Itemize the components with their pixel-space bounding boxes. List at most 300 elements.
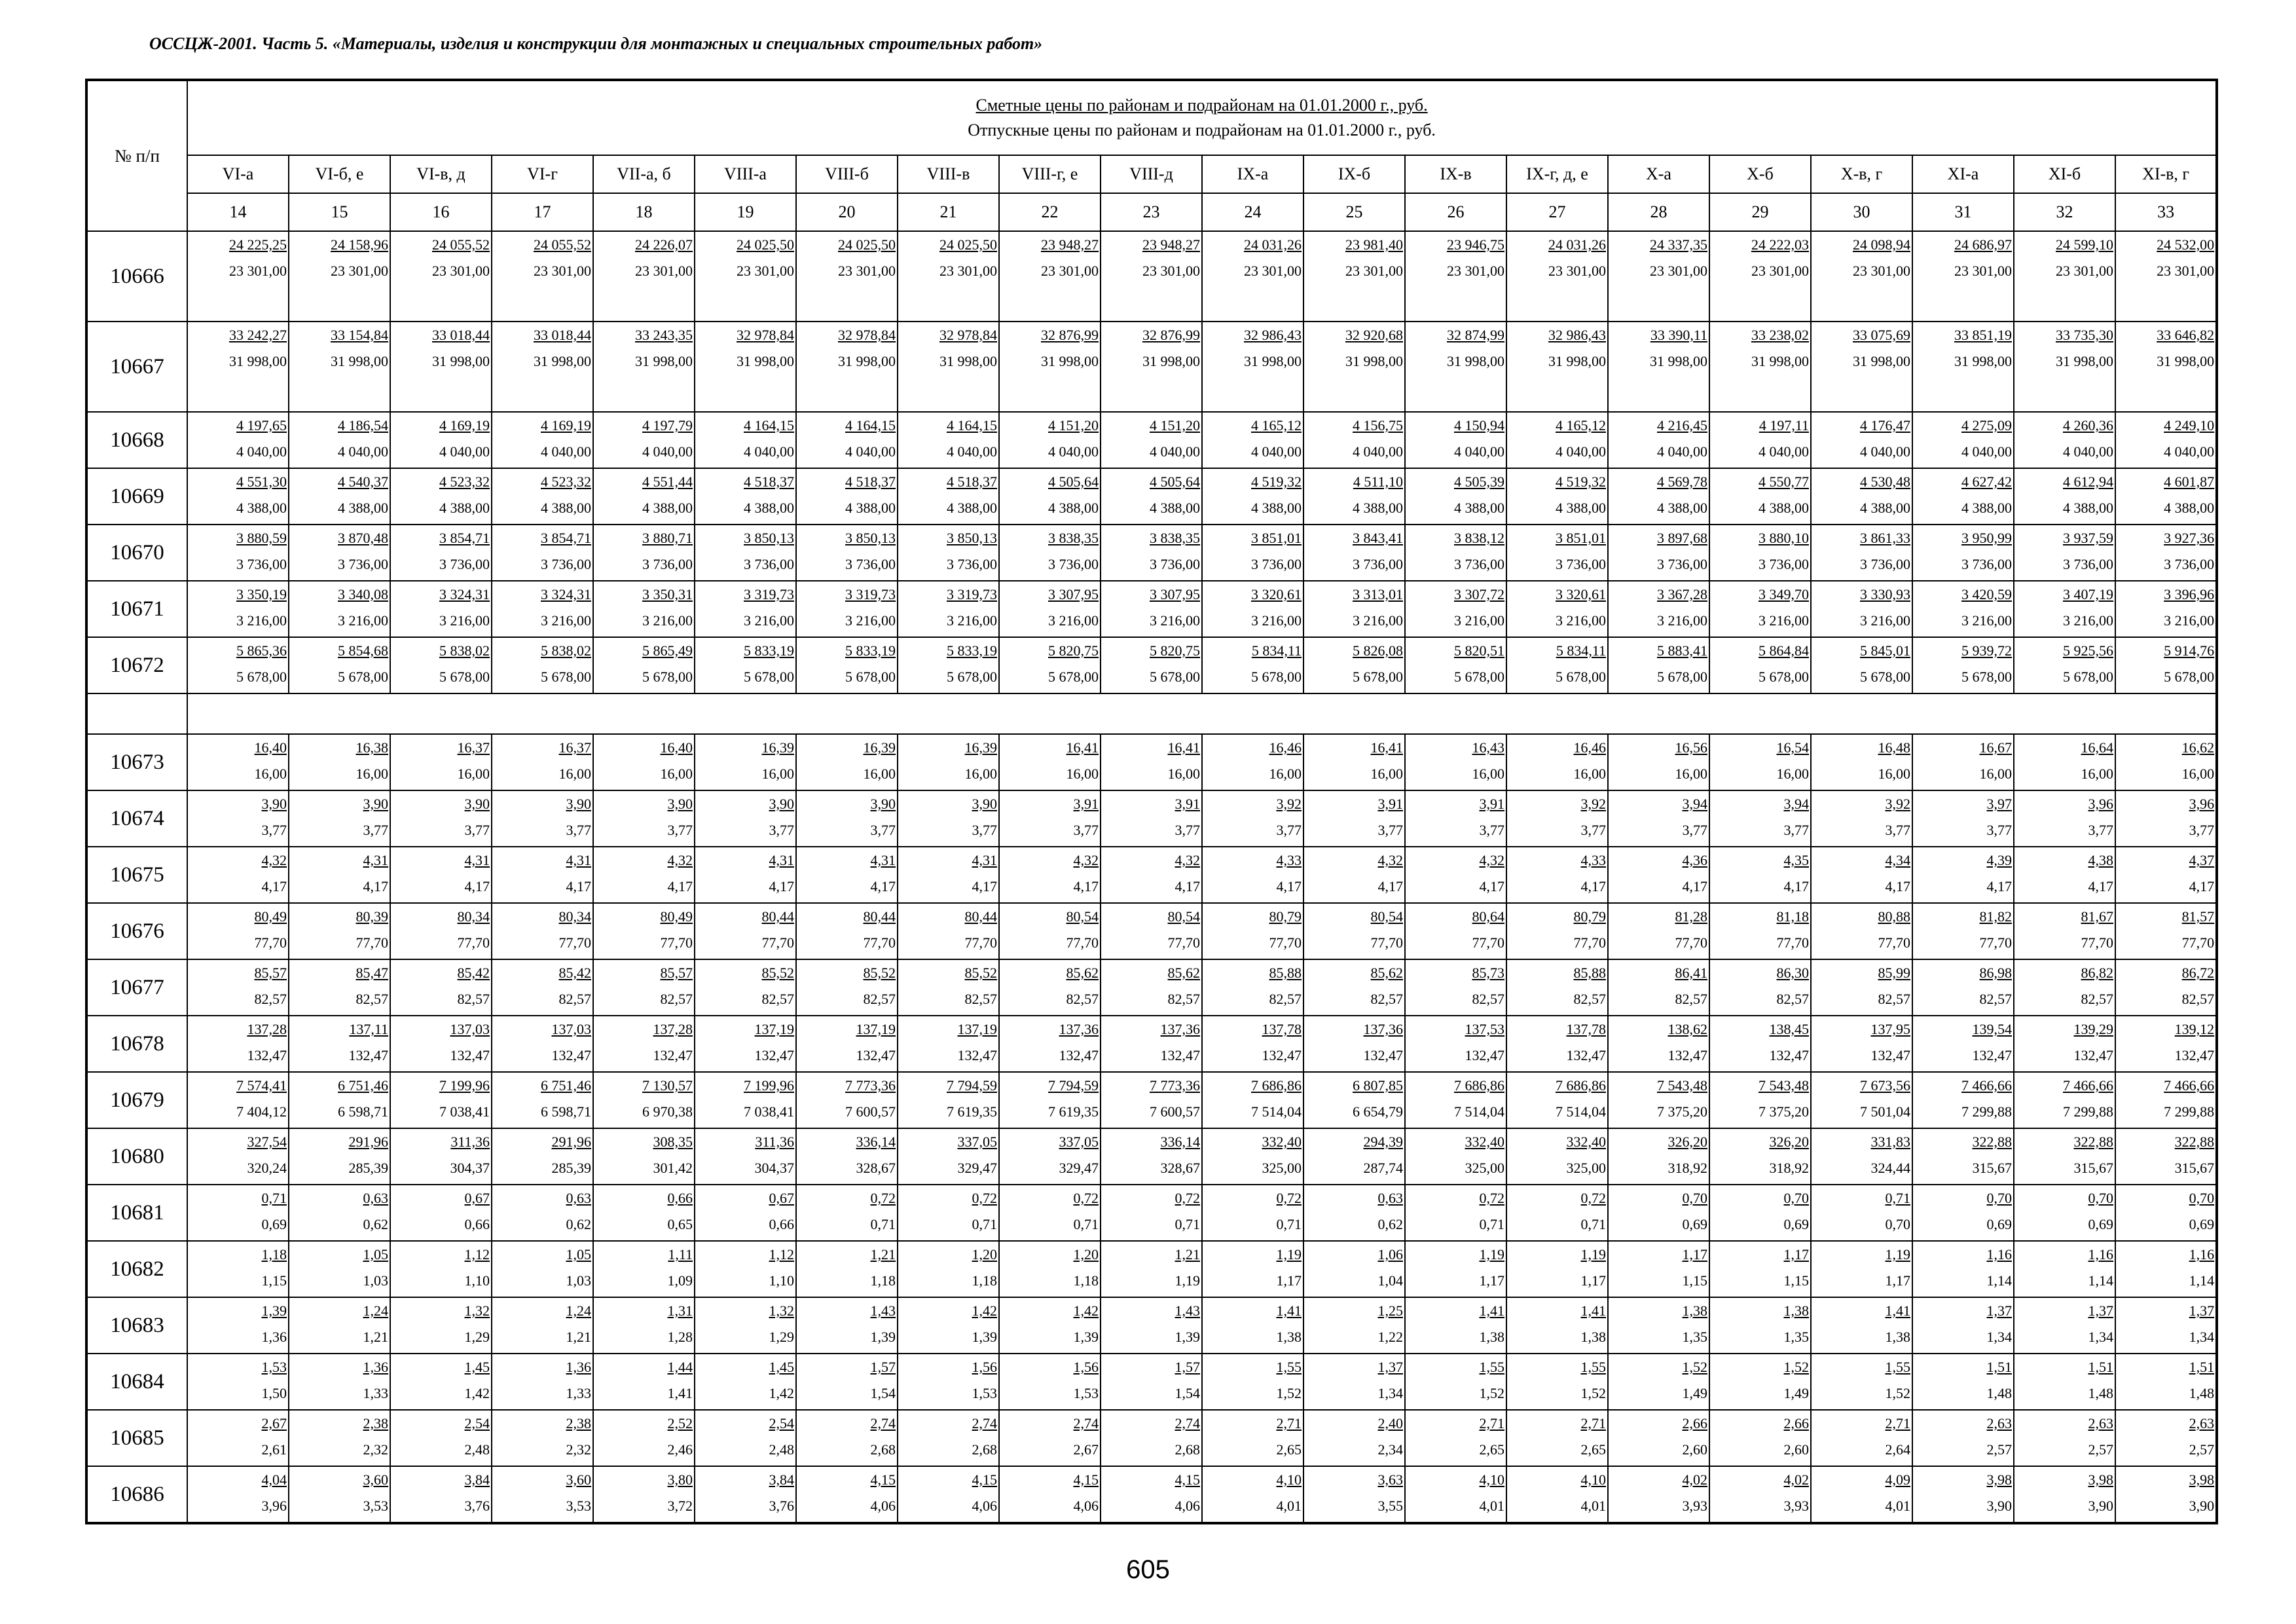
release-price: 23 301,00 xyxy=(737,263,794,279)
estimate-price: 4 505,39 xyxy=(1454,473,1504,490)
release-price: 4,17 xyxy=(870,878,896,895)
price-cell xyxy=(2014,1241,2115,1297)
estimate-price: 5 838,02 xyxy=(541,642,591,659)
release-price: 1,41 xyxy=(667,1385,693,1401)
price-cell xyxy=(187,581,289,637)
release-price: 23 301,00 xyxy=(229,263,287,279)
price-cell xyxy=(695,1016,796,1072)
release-price: 4 388,00 xyxy=(541,500,591,516)
release-price: 2,65 xyxy=(1580,1441,1606,1458)
release-price: 132,47 xyxy=(247,1047,287,1063)
release-price: 3,77 xyxy=(1885,822,1910,838)
price-cell xyxy=(1202,734,1303,790)
price-cell xyxy=(1608,1354,1709,1410)
table-row xyxy=(86,1410,2217,1466)
release-price: 16,00 xyxy=(660,766,693,782)
price-cell xyxy=(1709,581,1811,637)
price-cell xyxy=(492,1185,593,1241)
price-cell xyxy=(695,525,796,581)
price-cell xyxy=(1202,1466,1303,1523)
estimate-price: 7 686,86 xyxy=(1454,1077,1504,1094)
price-cell xyxy=(695,322,796,412)
estimate-price: 85,62 xyxy=(1167,965,1200,981)
estimate-price: 1,45 xyxy=(464,1359,490,1375)
item-code-cell: 10681 xyxy=(86,1185,187,1241)
estimate-price: 80,64 xyxy=(1472,908,1504,925)
release-price: 4,17 xyxy=(769,878,794,895)
estimate-price: 1,16 xyxy=(2189,1246,2215,1263)
price-cell xyxy=(1303,1072,1405,1128)
release-price: 4 040,00 xyxy=(236,443,287,460)
release-price: 6 654,79 xyxy=(1353,1103,1403,1120)
estimate-price: 3 851,01 xyxy=(1251,530,1302,546)
price-cell xyxy=(1405,1241,1506,1297)
release-price: 77,70 xyxy=(355,934,388,951)
estimate-price: 5 838,02 xyxy=(439,642,490,659)
estimate-price: 3,97 xyxy=(1986,796,2012,812)
estimate-price: 4 505,64 xyxy=(1150,473,1200,490)
estimate-price: 33 851,19 xyxy=(1954,327,2012,343)
release-price: 2,60 xyxy=(1682,1441,1707,1458)
estimate-price: 24 098,94 xyxy=(1853,236,1910,253)
release-price: 304,37 xyxy=(754,1160,794,1176)
price-cell xyxy=(1202,790,1303,847)
estimate-price: 291,96 xyxy=(551,1134,591,1150)
release-price-title: Отпускные цены по районам и подрайонам на 01.01.2000 г., руб. xyxy=(968,120,1436,139)
estimate-price: 7 466,66 xyxy=(2164,1077,2215,1094)
estimate-price: 1,38 xyxy=(1783,1302,1809,1319)
release-price: 132,47 xyxy=(1769,1047,1809,1063)
estimate-price: 5 833,19 xyxy=(947,642,997,659)
item-code-cell: 10682 xyxy=(86,1241,187,1297)
price-cell xyxy=(492,322,593,412)
estimate-price: 4 156,75 xyxy=(1353,417,1403,434)
price-cell xyxy=(796,1466,898,1523)
estimate-price: 5 820,75 xyxy=(1150,642,1200,659)
price-cell xyxy=(492,231,593,322)
release-price: 2,48 xyxy=(464,1441,490,1458)
estimate-price: 1,52 xyxy=(1682,1359,1707,1375)
estimate-price: 1,19 xyxy=(1276,1246,1302,1263)
price-cell xyxy=(898,1241,999,1297)
price-cell xyxy=(1608,790,1709,847)
price-cell xyxy=(898,412,999,468)
estimate-price: 1,19 xyxy=(1479,1246,1504,1263)
release-price: 4,17 xyxy=(667,878,693,895)
estimate-price: 1,06 xyxy=(1377,1246,1403,1263)
release-price: 315,67 xyxy=(2073,1160,2113,1176)
release-price: 31 998,00 xyxy=(1548,353,1606,369)
price-cell xyxy=(2014,734,2115,790)
estimate-price: 2,74 xyxy=(1073,1415,1099,1431)
price-cell xyxy=(1202,1016,1303,1072)
estimate-price: 80,44 xyxy=(863,908,896,925)
estimate-price: 85,57 xyxy=(660,965,693,981)
estimate-price: 24 222,03 xyxy=(1751,236,1809,253)
price-cell xyxy=(1405,1466,1506,1523)
release-price: 132,47 xyxy=(2073,1047,2113,1063)
release-price: 5 678,00 xyxy=(744,669,794,685)
estimate-price-title: Сметные цены по районам и подрайонам на 01.01.2000 г., руб. xyxy=(975,96,1428,115)
price-cell xyxy=(796,1297,898,1354)
release-price: 77,70 xyxy=(964,934,997,951)
estimate-price: 4 523,32 xyxy=(541,473,591,490)
price-cell xyxy=(1912,959,2014,1016)
price-cell xyxy=(695,231,796,322)
price-cell xyxy=(1709,468,1811,525)
estimate-price: 33 735,30 xyxy=(2056,327,2113,343)
release-price: 77,70 xyxy=(1979,934,2012,951)
estimate-price: 16,39 xyxy=(863,739,896,756)
estimate-price: 3,96 xyxy=(2088,796,2113,812)
release-price: 5 678,00 xyxy=(642,669,693,685)
estimate-price: 5 833,19 xyxy=(845,642,896,659)
estimate-price: 1,44 xyxy=(667,1359,693,1375)
estimate-price: 332,40 xyxy=(1262,1134,1302,1150)
table-row xyxy=(86,231,2217,322)
estimate-price: 1,31 xyxy=(667,1302,693,1319)
release-price: 3 736,00 xyxy=(1758,556,1809,572)
price-cell xyxy=(1506,1297,1608,1354)
column-index-cell: 23 xyxy=(1101,193,1202,231)
estimate-price: 137,95 xyxy=(1870,1021,1910,1037)
price-cell xyxy=(1608,412,1709,468)
release-price: 329,47 xyxy=(957,1160,997,1176)
estimate-price: 1,43 xyxy=(1175,1302,1200,1319)
price-cell xyxy=(1303,468,1405,525)
estimate-price: 85,99 xyxy=(1878,965,1910,981)
price-cell xyxy=(999,1410,1101,1466)
estimate-price: 139,29 xyxy=(2073,1021,2113,1037)
price-cell xyxy=(1202,1410,1303,1466)
release-price: 4,17 xyxy=(1682,878,1707,895)
price-table xyxy=(85,79,2218,1524)
estimate-price: 3,90 xyxy=(261,796,287,812)
price-cell xyxy=(695,1072,796,1128)
estimate-price: 5 865,49 xyxy=(642,642,693,659)
page-number: 605 xyxy=(1126,1555,1170,1584)
release-price: 23 301,00 xyxy=(1751,263,1809,279)
release-price: 16,00 xyxy=(1167,766,1200,782)
district-header-cell: VI-г xyxy=(492,155,593,193)
price-cell xyxy=(1101,468,1202,525)
price-cell xyxy=(492,412,593,468)
price-cell xyxy=(1303,322,1405,412)
estimate-price: 7 686,86 xyxy=(1251,1077,1302,1094)
estimate-price: 3 854,71 xyxy=(439,530,490,546)
release-price: 3 216,00 xyxy=(1758,612,1809,629)
price-cell xyxy=(289,322,390,412)
estimate-price: 2,54 xyxy=(769,1415,794,1431)
release-price: 3,93 xyxy=(1783,1498,1809,1514)
estimate-price: 3 870,48 xyxy=(338,530,388,546)
price-cell xyxy=(2115,790,2217,847)
release-price: 3 736,00 xyxy=(1251,556,1302,572)
district-header-cell: VI-а xyxy=(187,155,289,193)
price-cell xyxy=(999,1466,1101,1523)
estimate-price: 3 950,99 xyxy=(1961,530,2012,546)
estimate-price: 1,20 xyxy=(1073,1246,1099,1263)
release-price: 0,62 xyxy=(566,1216,591,1232)
release-price: 1,48 xyxy=(2189,1385,2215,1401)
district-header-cell: VIII-в xyxy=(898,155,999,193)
price-cell xyxy=(1303,1297,1405,1354)
price-cell xyxy=(695,1185,796,1241)
price-cell xyxy=(1608,847,1709,903)
release-price: 7 299,88 xyxy=(1961,1103,2012,1120)
estimate-price: 16,41 xyxy=(1167,739,1200,756)
price-cell xyxy=(695,1410,796,1466)
release-price: 4 388,00 xyxy=(1556,500,1606,516)
column-index-cell: 18 xyxy=(593,193,695,231)
price-cell xyxy=(492,959,593,1016)
estimate-price: 3 320,61 xyxy=(1251,586,1302,602)
price-cell xyxy=(1811,1128,1912,1185)
price-cell xyxy=(1811,1466,1912,1523)
estimate-price: 137,28 xyxy=(247,1021,287,1037)
estimate-price: 24 532,00 xyxy=(2157,236,2215,253)
release-price: 2,57 xyxy=(2189,1441,2215,1458)
estimate-price: 16,54 xyxy=(1776,739,1809,756)
release-price: 31 998,00 xyxy=(1041,353,1099,369)
price-cell xyxy=(1303,581,1405,637)
table-row xyxy=(86,468,2217,525)
item-code-cell: 10669 xyxy=(86,468,187,525)
estimate-price: 322,88 xyxy=(2174,1134,2215,1150)
estimate-price: 0,70 xyxy=(2088,1190,2113,1206)
estimate-price: 3,98 xyxy=(1986,1471,2012,1488)
estimate-price: 3 313,01 xyxy=(1353,586,1403,602)
price-cell xyxy=(187,903,289,959)
estimate-price: 2,63 xyxy=(2088,1415,2113,1431)
estimate-price: 1,32 xyxy=(769,1302,794,1319)
estimate-price: 4,15 xyxy=(1175,1471,1200,1488)
price-cell xyxy=(390,468,492,525)
price-cell xyxy=(492,734,593,790)
estimate-price: 3 838,12 xyxy=(1454,530,1504,546)
estimate-price: 4,31 xyxy=(464,852,490,868)
estimate-price: 1,55 xyxy=(1479,1359,1504,1375)
price-cell xyxy=(1506,412,1608,468)
price-cell xyxy=(1101,637,1202,693)
price-cell xyxy=(390,525,492,581)
estimate-price: 7 794,59 xyxy=(1048,1077,1099,1094)
price-cell xyxy=(1202,637,1303,693)
estimate-price: 80,49 xyxy=(660,908,693,925)
release-price: 1,52 xyxy=(1580,1385,1606,1401)
release-price: 82,57 xyxy=(457,991,490,1007)
release-price: 4,01 xyxy=(1479,1498,1504,1514)
estimate-price: 1,25 xyxy=(1377,1302,1403,1319)
release-price: 23 301,00 xyxy=(2056,263,2113,279)
price-cell xyxy=(1506,847,1608,903)
estimate-price: 85,73 xyxy=(1472,965,1504,981)
price-cell xyxy=(1101,734,1202,790)
estimate-price: 0,67 xyxy=(769,1190,794,1206)
table-row xyxy=(86,1297,2217,1354)
estimate-price: 7 794,59 xyxy=(947,1077,997,1094)
price-cell xyxy=(1608,525,1709,581)
estimate-price: 4,15 xyxy=(1073,1471,1099,1488)
estimate-price: 6 751,46 xyxy=(338,1077,388,1094)
estimate-price: 1,37 xyxy=(2088,1302,2113,1319)
release-price: 4 388,00 xyxy=(439,500,490,516)
estimate-price: 4 165,12 xyxy=(1251,417,1302,434)
price-cell xyxy=(593,1410,695,1466)
price-cell xyxy=(2115,581,2217,637)
price-cell xyxy=(492,1016,593,1072)
column-index-cell: 28 xyxy=(1608,193,1709,231)
release-price: 132,47 xyxy=(1363,1047,1403,1063)
release-price: 7 404,12 xyxy=(236,1103,287,1120)
price-cell xyxy=(187,1128,289,1185)
item-code-cell: 10677 xyxy=(86,959,187,1016)
estimate-price: 2,71 xyxy=(1580,1415,1606,1431)
estimate-price: 24 055,52 xyxy=(534,236,591,253)
estimate-price: 4 169,19 xyxy=(541,417,591,434)
estimate-price: 33 238,02 xyxy=(1751,327,1809,343)
release-price: 5 678,00 xyxy=(2164,669,2215,685)
estimate-price: 3 396,96 xyxy=(2164,586,2215,602)
estimate-price: 332,40 xyxy=(1465,1134,1504,1150)
release-price: 82,57 xyxy=(1776,991,1809,1007)
release-price: 2,64 xyxy=(1885,1441,1910,1458)
estimate-price: 4,32 xyxy=(1175,852,1200,868)
price-cell xyxy=(593,1354,695,1410)
estimate-price: 3 340,08 xyxy=(338,586,388,602)
release-price: 82,57 xyxy=(1370,991,1403,1007)
district-header-cell: VIII-д xyxy=(1101,155,1202,193)
release-price: 0,69 xyxy=(1682,1216,1707,1232)
release-price: 3,77 xyxy=(1175,822,1200,838)
price-cell xyxy=(1101,322,1202,412)
release-price: 16,00 xyxy=(1472,766,1504,782)
release-price: 325,00 xyxy=(1262,1160,1302,1176)
release-price: 1,29 xyxy=(464,1329,490,1345)
release-price: 7 375,20 xyxy=(1758,1103,1809,1120)
price-cell xyxy=(1405,468,1506,525)
release-price: 4 388,00 xyxy=(947,500,997,516)
price-cell xyxy=(1608,468,1709,525)
price-cell xyxy=(1608,959,1709,1016)
release-price: 4 040,00 xyxy=(1860,443,1910,460)
price-cell xyxy=(796,1072,898,1128)
column-index-cell: 25 xyxy=(1303,193,1405,231)
release-price: 3,76 xyxy=(769,1498,794,1514)
estimate-price: 4 519,32 xyxy=(1251,473,1302,490)
estimate-price: 4 249,10 xyxy=(2164,417,2215,434)
price-cell xyxy=(492,903,593,959)
price-cell xyxy=(1405,412,1506,468)
estimate-price: 3 838,35 xyxy=(1150,530,1200,546)
price-cell xyxy=(492,1297,593,1354)
estimate-price: 3,90 xyxy=(363,796,388,812)
release-price: 2,32 xyxy=(363,1441,388,1458)
estimate-price: 1,42 xyxy=(1073,1302,1099,1319)
estimate-price: 1,41 xyxy=(1885,1302,1910,1319)
estimate-price: 2,54 xyxy=(464,1415,490,1431)
release-price: 7 514,04 xyxy=(1251,1103,1302,1120)
price-cell xyxy=(390,637,492,693)
estimate-price: 4 550,77 xyxy=(1758,473,1809,490)
estimate-price: 4 164,15 xyxy=(744,417,794,434)
price-cell xyxy=(2014,1185,2115,1241)
price-cell xyxy=(1506,322,1608,412)
estimate-price: 85,88 xyxy=(1573,965,1606,981)
price-cell xyxy=(593,847,695,903)
release-price: 77,70 xyxy=(1573,934,1606,951)
price-cell xyxy=(2115,468,2217,525)
estimate-price: 33 154,84 xyxy=(331,327,388,343)
release-price: 1,52 xyxy=(1885,1385,1910,1401)
release-price: 328,67 xyxy=(856,1160,896,1176)
price-cell xyxy=(898,1185,999,1241)
estimate-price: 85,62 xyxy=(1370,965,1403,981)
release-price: 4,17 xyxy=(363,878,388,895)
price-cell xyxy=(1811,1185,1912,1241)
estimate-price: 16,39 xyxy=(761,739,794,756)
estimate-price: 4 551,30 xyxy=(236,473,287,490)
estimate-price: 5 939,72 xyxy=(1961,642,2012,659)
price-cell xyxy=(1202,1128,1303,1185)
release-price: 1,18 xyxy=(972,1272,997,1289)
price-cell xyxy=(1202,1354,1303,1410)
price-cell xyxy=(289,903,390,959)
price-cell xyxy=(898,231,999,322)
price-cell xyxy=(390,734,492,790)
price-cell xyxy=(796,1241,898,1297)
estimate-price: 1,52 xyxy=(1783,1359,1809,1375)
estimate-price: 5 914,76 xyxy=(2164,642,2215,659)
release-price: 1,34 xyxy=(1377,1385,1403,1401)
release-price: 4,17 xyxy=(566,878,591,895)
release-price: 16,00 xyxy=(2081,766,2113,782)
estimate-price: 33 242,27 xyxy=(229,327,287,343)
release-price: 77,70 xyxy=(2081,934,2113,951)
estimate-price: 24 025,50 xyxy=(838,236,896,253)
release-price: 1,15 xyxy=(1783,1272,1809,1289)
estimate-price: 138,45 xyxy=(1769,1021,1809,1037)
price-cell xyxy=(1101,1241,1202,1297)
release-price: 3 736,00 xyxy=(744,556,794,572)
release-price: 1,52 xyxy=(1479,1385,1504,1401)
price-cell xyxy=(1303,903,1405,959)
price-cell xyxy=(1608,903,1709,959)
price-cell xyxy=(898,581,999,637)
price-cell xyxy=(593,322,695,412)
price-cell xyxy=(695,637,796,693)
estimate-price: 3 880,10 xyxy=(1758,530,1809,546)
item-code-cell: 10679 xyxy=(86,1072,187,1128)
release-price: 1,39 xyxy=(1073,1329,1099,1345)
price-cell xyxy=(2115,322,2217,412)
price-cell xyxy=(1405,1410,1506,1466)
estimate-price: 137,19 xyxy=(957,1021,997,1037)
price-cell xyxy=(1709,1185,1811,1241)
release-price: 0,71 xyxy=(1175,1216,1200,1232)
estimate-price: 322,88 xyxy=(1972,1134,2012,1150)
district-header-cell: VIII-б xyxy=(796,155,898,193)
release-price: 4,17 xyxy=(2088,878,2113,895)
column-index-cell: 14 xyxy=(187,193,289,231)
estimate-price: 336,14 xyxy=(856,1134,896,1150)
estimate-price: 3,84 xyxy=(464,1471,490,1488)
item-code-cell: 10666 xyxy=(86,231,187,322)
district-header-cell: VII-а, б xyxy=(593,155,695,193)
price-cell xyxy=(2014,1466,2115,1523)
release-price: 1,18 xyxy=(1073,1272,1099,1289)
price-cell xyxy=(1506,581,1608,637)
